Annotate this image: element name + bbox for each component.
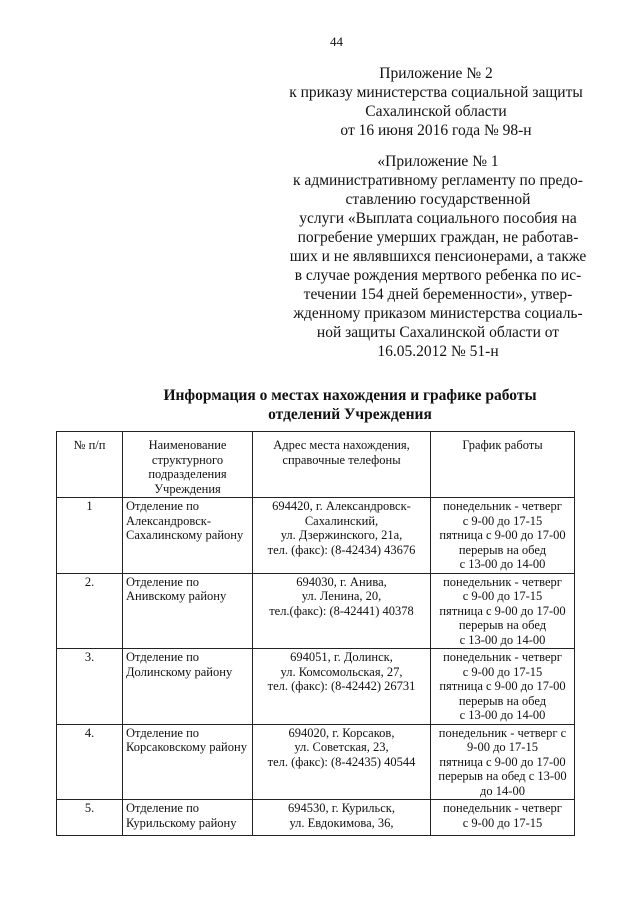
schedule-line: пятница с 9-00 до 17-00	[439, 679, 566, 693]
row-address	[253, 800, 431, 836]
table-row	[57, 573, 575, 649]
address-line: 694030, г. Анива,	[296, 574, 387, 589]
row-name: Отделение по Долинскому району	[123, 649, 253, 725]
schedule-line: с 13-00 до 14-00	[459, 708, 546, 722]
header-num: № п/п	[57, 432, 123, 498]
address-line: тел. (факс): (8-42434) 43676	[267, 542, 416, 557]
appendix-2-line: Сахалинской области	[365, 103, 507, 120]
appendix-1-line: 16.05.2012 № 51-н	[377, 343, 499, 360]
appendix-2-line: к приказу министерства социальной защиты	[289, 84, 583, 101]
schedule-line: 9-00 до 17-15	[467, 740, 538, 754]
schedule-line: пятница с 9-00 до 17-00	[439, 754, 566, 769]
address-line: 694420, г. Александровск-	[272, 499, 411, 513]
schedule-line: понедельник - четверг	[443, 650, 562, 664]
schedule-line: перерыв на обед	[458, 618, 547, 632]
appendix-1-line: к административному регламенту по предо-	[293, 172, 583, 189]
appendix-2-line: от 16 июня 2016 года № 98-н	[340, 122, 532, 139]
schedule-line: понедельник - четверг	[443, 499, 562, 513]
appendix-1-line: погребение умерших граждан, не работав-	[297, 229, 579, 246]
row-schedule	[431, 649, 575, 725]
address-line: ул. Комсомольская, 27,	[280, 664, 403, 679]
row-name: Отделение по Курильскому району	[123, 800, 253, 836]
address-line: Сахалинский,	[304, 513, 379, 528]
schedule-line: понедельник - четверг	[443, 574, 562, 589]
appendix-1-line: услуги «Выплата социального пособия на	[299, 210, 577, 227]
address-line: ул. Дзержинского, 21а,	[280, 528, 403, 542]
appendix-1-line: ших и не являвшихся пенсионерами, а также	[289, 248, 587, 265]
table-row	[57, 498, 575, 574]
row-address	[253, 724, 431, 800]
row-schedule	[431, 800, 575, 836]
row-num: 4.	[57, 724, 123, 800]
table-row	[57, 724, 575, 800]
schedule-line: перерыв на обед	[458, 693, 547, 708]
row-schedule	[431, 724, 575, 800]
schedule-line: с 13-00 до 14-00	[459, 557, 546, 571]
header-schedule: График работы	[431, 432, 575, 498]
schedule-line: с 13-00 до 14-00	[459, 632, 546, 647]
appendix-2-header	[286, 64, 586, 140]
address-line: 694020, г. Корсаков,	[288, 725, 395, 740]
appendix-2-line: Приложение № 2	[379, 65, 493, 82]
row-name: Отделение по Александровск-Сахалинскому району	[123, 498, 253, 574]
table-row	[57, 649, 575, 725]
appendix-1-line: ставлению государственной	[345, 191, 531, 208]
schedule-line: понедельник - четверг	[443, 801, 562, 815]
row-address	[253, 573, 431, 649]
address-line: тел.(факс): (8-42441) 40378	[269, 603, 414, 618]
schedule-line: с 9-00 до 17-15	[462, 664, 543, 679]
row-schedule	[431, 498, 575, 574]
address-line: 694051, г. Долинск,	[290, 650, 393, 664]
appendix-1-header	[282, 152, 594, 361]
heading-line: Информация о местах нахождения и графике работы	[163, 387, 537, 404]
schedule-line: перерыв на обед с 13-00	[438, 769, 567, 783]
appendix-1-line: жденному приказом министерства социаль-	[293, 305, 583, 322]
schedule-line: пятница с 9-00 до 17-00	[439, 528, 566, 542]
appendix-1-line: в случае рождения мертвого ребенка по ис-	[294, 267, 582, 284]
appendix-1-line: ной защиты Сахалинской области от	[316, 324, 560, 341]
heading-line: отделений Учреждения	[268, 406, 432, 423]
section-heading	[150, 386, 550, 424]
address-line: ул. Евдокимова, 36,	[289, 815, 394, 830]
row-num: 5.	[57, 800, 123, 836]
row-num: 3.	[57, 649, 123, 725]
row-schedule	[431, 573, 575, 649]
row-name: Отделение по Корсаковскому району	[123, 724, 253, 800]
schedule-line: до 14-00	[480, 783, 525, 798]
schedule-line: с 9-00 до 17-15	[462, 589, 543, 603]
row-address	[253, 649, 431, 725]
appendix-1-line: течении 154 дней беременности», утвер-	[303, 286, 573, 303]
row-address	[253, 498, 431, 574]
address-line: тел. (факс): (8-42435) 40544	[267, 754, 416, 769]
table-row	[57, 800, 575, 836]
address-line: ул. Советская, 23,	[294, 740, 389, 754]
schedule-line: перерыв на обед	[458, 542, 547, 557]
schedule-line: с 9-00 до 17-15	[462, 513, 543, 528]
branches-table	[56, 431, 575, 836]
schedule-line: понедельник - четверг с	[438, 725, 567, 740]
row-num: 1	[57, 498, 123, 574]
appendix-1-line: «Приложение № 1	[377, 153, 499, 170]
schedule-line: с 9-00 до 17-15	[462, 815, 543, 830]
address-line: ул. Ленина, 20,	[301, 589, 382, 603]
address-line: 694530, г. Курильск,	[288, 801, 395, 815]
header-name: Наименование структурного подразделения Учреждения	[123, 432, 253, 498]
address-line: тел. (факс): (8-42442) 26731	[267, 679, 416, 693]
schedule-line: пятница с 9-00 до 17-00	[439, 603, 566, 618]
header-address: Адрес места нахождения, справочные телефоны	[253, 432, 431, 498]
row-num: 2.	[57, 573, 123, 649]
row-name: Отделение по Анивскому району	[123, 573, 253, 649]
table-header-row	[57, 432, 575, 498]
page-number: 44	[330, 34, 343, 49]
